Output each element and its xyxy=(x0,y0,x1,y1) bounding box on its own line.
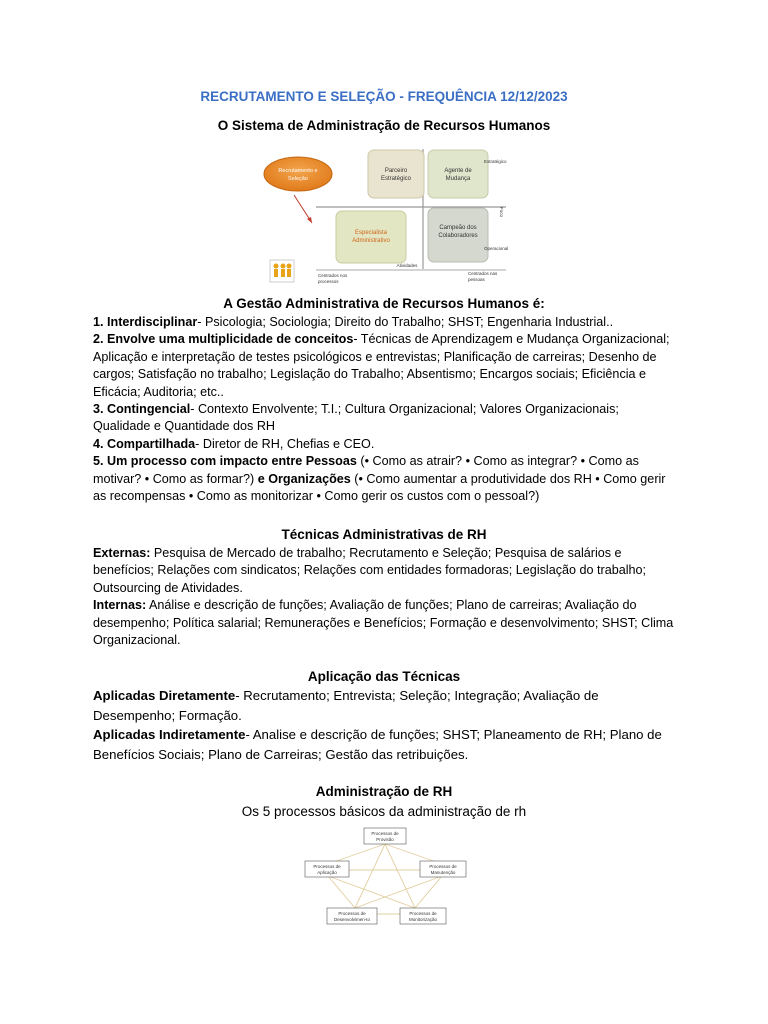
node-monitorizacao-label-b: Monitorização xyxy=(408,917,438,922)
section-heading-aplicacao: Aplicação das Técnicas xyxy=(307,669,461,684)
list-item-2 xyxy=(93,331,678,401)
list-item-4 xyxy=(93,436,678,453)
node-monitorizacao-label-a: Processos de xyxy=(409,911,437,916)
list-item-1 xyxy=(93,314,678,331)
item-4-bold: 4. Compartilhada xyxy=(93,436,196,451)
label-pessoas-1: Centrados nas xyxy=(468,271,498,276)
section-subheading-processos: Os 5 processos básicos da administração de rh xyxy=(241,804,527,819)
box-br-label-2: Colaboradores xyxy=(438,233,478,239)
node-manutencao-label-b: Manutenção xyxy=(430,870,456,875)
list-item-5 xyxy=(93,453,678,505)
node-aplicacao-label-b: Aplicação xyxy=(317,870,337,875)
recrutamento-selecao-circle xyxy=(264,157,332,191)
label-pessoas-2: pessoas xyxy=(468,277,485,282)
node-aplicacao-label-a: Processos de xyxy=(313,864,341,869)
section-heading-tecnicas: Técnicas Administrativas de RH xyxy=(281,527,487,542)
item-4-text: - Diretor de RH, Chefias e CEO. xyxy=(195,436,375,451)
box-parceiro-estrategico xyxy=(368,150,424,198)
diretamente-paragraph xyxy=(93,686,678,725)
label-atividades: Atividades xyxy=(396,263,418,268)
label-foco: Foco xyxy=(499,207,504,218)
diretamente-text: - Recrutamento; Entrevista; Seleção; Integração; Avaliação de Desempenho; Formação. xyxy=(93,688,599,723)
list-item-3 xyxy=(93,401,678,436)
item-5-text-a: (• Como as atrair? • Como as integrar? • Como as motivar? • Como as formar?) xyxy=(93,454,639,486)
section-heading-administracao: Administração de RH xyxy=(315,784,453,799)
indiretamente-paragraph xyxy=(93,725,678,764)
item-2-text: - Técnicas de Aprendizagem e Mudança Organizacional; Aplicação e interpretação de testes psicológicos e entrevistas; Planificação de carreiras; Desenho de cargos; Satisfação no trabalho; Legislação do Trabalho; Absentismo; Encargos sociais; Eficiência e Eficácia; Auditoria; etc.. xyxy=(93,332,670,399)
section-heading-sistema: O Sistema de Administração de Recursos Humanos xyxy=(217,118,551,133)
box-bl-label-1: Especialista xyxy=(354,230,388,236)
node-desenvolvimento-label-b: Desenvolvimen-to xyxy=(333,917,371,922)
externas-paragraph xyxy=(93,545,678,597)
item-3-bold: 3. Contingencial xyxy=(93,402,191,417)
internas-text: Análise e descrição de funções; Avaliação de funções; Plano de carreiras; Avaliação do desempenho; Política salarial; Remunerações e Benefícios; Formação e desenvolvimento; SHST; Clima Organizacional. xyxy=(93,598,674,648)
diretamente-label: Aplicadas Diretamente xyxy=(93,688,236,703)
node-provisao-label-a: Processos de xyxy=(371,831,399,836)
circle-label-2: Seleção xyxy=(288,176,308,182)
document-title: RECRUTAMENTO E SELEÇÃO - FREQUÊNCIA 12/12/2023 xyxy=(200,89,568,104)
item-5-bold-b: e Organizações xyxy=(257,471,351,486)
box-tl-label-2: Estratégico xyxy=(380,176,412,182)
aplicacao-block xyxy=(93,686,678,764)
item-5-bold-a: 5. Um processo com impacto entre Pessoas xyxy=(93,454,357,469)
box-bl-label-2: Administrativo xyxy=(352,238,390,244)
item-5-text-b: (• Como aumentar a produtividade dos RH • Como gerir as recompensas • Como as monitorizar • Como gerir os custos com o pessoal?) xyxy=(93,471,666,504)
item-1-bold: 1. Interdisciplinar xyxy=(93,315,198,329)
internas-label: Internas: xyxy=(93,598,147,613)
box-br-label-1: Campeão dos xyxy=(439,225,477,231)
hr-roles-matrix-figure xyxy=(256,145,516,287)
label-processos-1: Centrados nos xyxy=(318,273,348,278)
label-operacional: Operacional xyxy=(484,246,509,251)
item-2-bold: 2. Envolve uma multiplicidade de conceitos xyxy=(93,332,354,347)
circle-label-1: Recrutamento e xyxy=(278,168,318,174)
section-heading-gestao: A Gestão Administrativa de Recursos Humanos é: xyxy=(223,296,545,311)
tecnicas-block xyxy=(93,545,678,649)
internas-paragraph xyxy=(93,597,678,649)
node-provisao-label-b: Provisão xyxy=(376,837,394,842)
label-processos-2: processos xyxy=(318,279,339,284)
item-3-text: - Contexto Envolvente; T.I.; Cultura Organizacional; Valores Organizacionais; Qualidade e Quantidade dos RH xyxy=(93,402,619,434)
connector-lines xyxy=(328,844,442,914)
box-tr-label-2: Mudança xyxy=(445,176,471,182)
box-tr-label-1: Agente de xyxy=(444,168,472,174)
indiretamente-label: Aplicadas Indiretamente xyxy=(93,727,246,742)
externas-label: Externas: xyxy=(93,546,151,560)
label-estrategico: Estratégico xyxy=(484,159,507,164)
hr-processes-cycle-figure xyxy=(300,826,470,930)
node-manutencao-label-a: Processos de xyxy=(429,864,457,869)
arrow-head xyxy=(307,217,312,223)
item-1-text: - Psicologia; Sociologia; Direito do Trabalho; SHST; Engenharia Industrial.. xyxy=(197,315,614,329)
box-tl-label-1: Parceiro xyxy=(384,168,408,174)
gestao-list xyxy=(93,314,678,505)
box-agente-mudanca xyxy=(428,150,488,198)
box-especialista-administrativo xyxy=(336,211,406,263)
externas-text: Pesquisa de Mercado de trabalho; Recrutamento e Seleção; Pesquisa de salários e benefícios; Relações com sindicatos; Relações com entidades formadoras; Legislação do trabalho; Outsourcing de Atividades. xyxy=(93,546,647,595)
node-desenvolvimento-label-a: Processos de xyxy=(338,911,366,916)
indiretamente-text: - Analise e descrição de funções; SHST; Planeamento de RH; Plano de Benefícios Sociais; Plano de Carreiras; Gestão das retribuições. xyxy=(93,727,662,762)
